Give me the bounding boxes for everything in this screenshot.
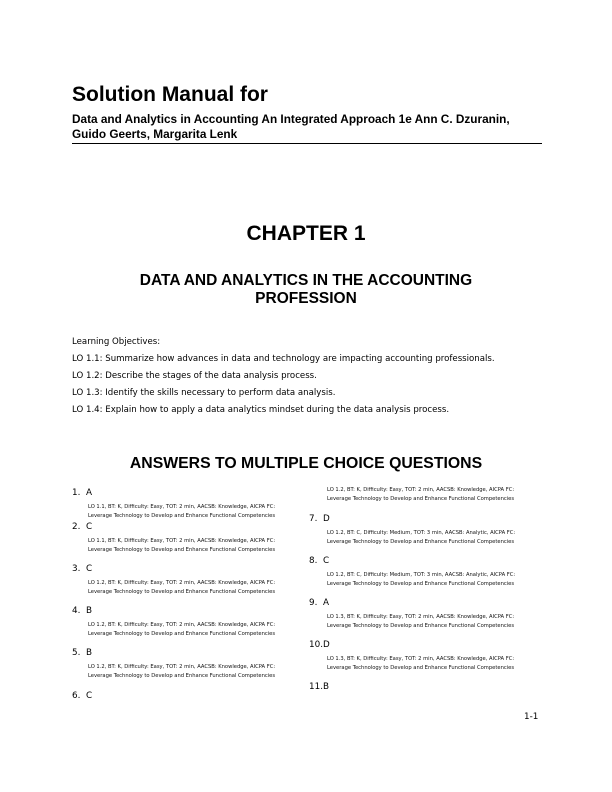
note-line: Leverage Technology to Develop and Enhance Functional Competencies [327, 580, 515, 587]
answer-item [72, 606, 92, 616]
answer-item [309, 640, 330, 650]
chapter-title: DATA AND ANALYTICS IN THE ACCOUNTING PROFESSION [139, 272, 473, 307]
learning-objective: LO 1.3: Identify the skills necessary to perform data analysis. [72, 388, 336, 398]
answer-letter: B [323, 682, 330, 692]
learning-objective: LO 1.4: Explain how to apply a data analytics mindset during the data analysis process. [72, 405, 450, 415]
answer-number: 2. [72, 522, 81, 532]
note-line: Leverage Technology to Develop and Enhance Functional Competencies [88, 512, 276, 519]
answer-item [72, 691, 92, 701]
answer-note [88, 537, 275, 554]
note-line: Leverage Technology to Develop and Enhance Functional Competencies [88, 588, 276, 595]
answer-note [88, 579, 275, 596]
note-line: LO 1.2, BT: C, Difficulty: Medium, TOT: 3 min, AACSB: Analytic, AICPA FC: [327, 530, 516, 536]
note-line: LO 1.1, BT: K, Difficulty: Easy, TOT: 2 min, AACSB: Knowledge, AICPA FC: [88, 538, 276, 544]
answer-letter: A [323, 598, 330, 608]
note-line: Leverage Technology to Develop and Enhance Functional Competencies [88, 630, 276, 637]
note-line: Leverage Technology to Develop and Enhance Functional Competencies [88, 672, 276, 679]
answer-number: 3. [72, 564, 81, 574]
answer-item [309, 556, 329, 566]
answer-letter: C [86, 522, 93, 532]
answer-number: 1. [72, 488, 81, 498]
answer-number: 7. [309, 514, 318, 524]
page-number: 1-1 [524, 712, 539, 722]
note-line: LO 1.3, BT: K, Difficulty: Easy, TOT: 2 min, AACSB: Knowledge, AICPA FC: [327, 656, 515, 662]
answer-letter: C [86, 691, 93, 701]
note-line: LO 1.2, BT: K, Difficulty: Easy, TOT: 2 min, AACSB: Knowledge, AICPA FC: [88, 622, 276, 628]
book-subtitle: Data and Analytics in Accounting An Integrated Approach 1e Ann C. Dzuranin, Guido Geerts, Margarita Lenk [72, 112, 510, 141]
learning-objective: LO 1.1: Summarize how advances in data and technology are impacting accounting professionals. [72, 354, 495, 364]
learning-objectives-heading: Learning Objectives: [72, 337, 161, 347]
note-line: LO 1.2, BT: C, Difficulty: Medium, TOT: 3 min, AACSB: Analytic, AICPA FC: [327, 572, 516, 578]
note-line: LO 1.2, BT: K, Difficulty: Easy, TOT: 2 min, AACSB: Knowledge, AICPA FC: [88, 664, 276, 670]
answer-item [72, 648, 92, 658]
answer-letter: A [86, 488, 93, 498]
answer-letter: C [86, 564, 93, 574]
answer-note [327, 571, 515, 588]
answer-note [327, 486, 514, 503]
answer-note [327, 613, 514, 630]
answer-number: 10. [309, 640, 323, 650]
answer-letter: C [323, 556, 330, 566]
answer-letter: B [86, 606, 93, 616]
answer-number: 5. [72, 648, 81, 658]
note-line: Leverage Technology to Develop and Enhance Functional Competencies [327, 664, 515, 671]
answer-number: 6. [72, 691, 81, 701]
learning-objectives [72, 334, 542, 419]
answer-number: 9. [309, 598, 318, 608]
answer-note [88, 503, 275, 520]
chapter-label: CHAPTER 1 [246, 222, 366, 245]
answer-item [72, 522, 92, 532]
answer-letter: B [86, 648, 93, 658]
note-line: Leverage Technology to Develop and Enhance Functional Competencies [327, 622, 515, 629]
answer-note [88, 663, 275, 680]
header-rule [72, 143, 542, 144]
answer-letter: D [323, 640, 330, 650]
note-line: LO 1.2, BT: K, Difficulty: Easy, TOT: 2 min, AACSB: Knowledge, AICPA FC: [327, 487, 515, 493]
learning-objective: LO 1.2: Describe the stages of the data analysis process. [72, 371, 317, 381]
answer-item [72, 564, 92, 574]
answer-item [72, 488, 92, 498]
answers-heading: ANSWERS TO MULTIPLE CHOICE QUESTIONS [129, 455, 483, 472]
answer-item [309, 598, 329, 608]
answer-number: 11. [309, 682, 323, 692]
note-line: LO 1.3, BT: K, Difficulty: Easy, TOT: 2 min, AACSB: Knowledge, AICPA FC: [327, 614, 515, 620]
document-title: Solution Manual for [72, 83, 268, 106]
answer-number: 8. [309, 556, 318, 566]
answer-item [309, 682, 329, 692]
answer-item [309, 514, 330, 524]
note-line: Leverage Technology to Develop and Enhance Functional Competencies [327, 495, 515, 502]
answer-note [327, 529, 515, 546]
answer-number: 4. [72, 606, 81, 616]
note-line: LO 1.1, BT: K, Difficulty: Easy, TOT: 2 min, AACSB: Knowledge, AICPA FC: [88, 504, 276, 510]
answer-note [88, 621, 275, 638]
note-line: LO 1.2, BT: K, Difficulty: Easy, TOT: 2 min, AACSB: Knowledge, AICPA FC: [88, 580, 276, 586]
note-line: Leverage Technology to Develop and Enhance Functional Competencies [88, 546, 276, 553]
answer-letter: D [323, 514, 330, 524]
answer-note [327, 655, 514, 672]
note-line: Leverage Technology to Develop and Enhance Functional Competencies [327, 538, 515, 545]
